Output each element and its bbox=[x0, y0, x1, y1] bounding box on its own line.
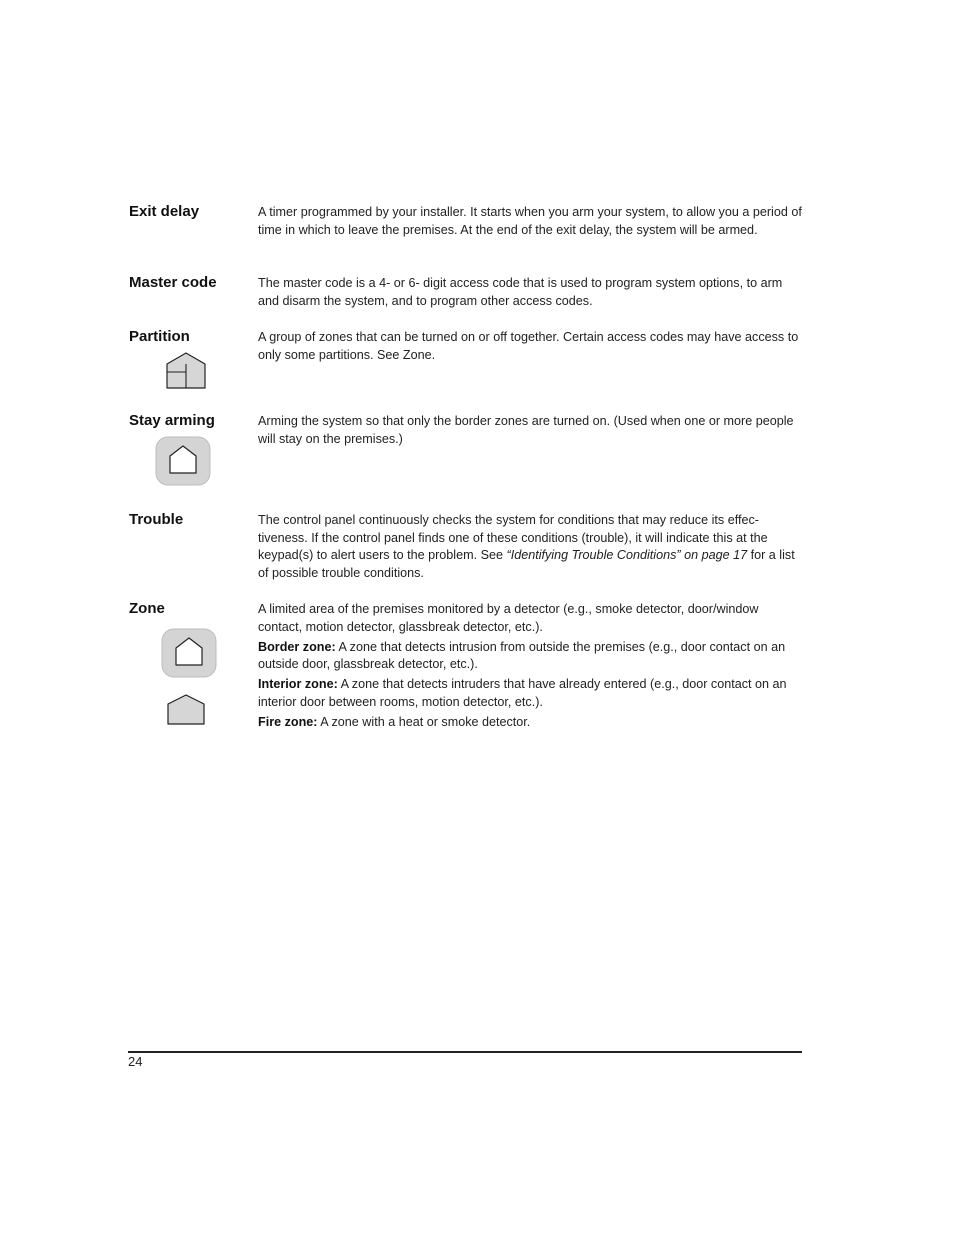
fire-zone-label: Fire zone: bbox=[258, 714, 318, 729]
definition-trouble bbox=[258, 512, 803, 585]
trouble-conditions-reference: “Identifying Trouble Conditions” on page 17 bbox=[506, 548, 748, 563]
term-zone: Zone bbox=[129, 600, 165, 617]
definition-trouble-text bbox=[258, 512, 803, 582]
border-zone-definition bbox=[258, 639, 803, 674]
definition-exit-delay-text: A timer programmed by your installer. It starts when you arm your system, to allow you a period of time in which to leave the premises. At the end of the exit delay, the system will be armed. bbox=[258, 205, 802, 237]
definition-trouble-text-start: The control panel continuously checks the system for conditions that may reduce its effec-tiveness. If the control panel finds one of these conditions (trouble), it will indicate this at the keypad(s) to alert users to the problem. See bbox=[258, 513, 768, 563]
term-partition: Partition bbox=[129, 328, 190, 345]
definition-exit-delay bbox=[258, 204, 803, 242]
page-number: 24 bbox=[128, 1054, 143, 1069]
term-trouble: Trouble bbox=[129, 511, 184, 528]
interior-zone-text: A zone that detects intruders that have already entered (e.g., door contact on an interior door between rooms, motion detector, etc.). bbox=[258, 677, 787, 709]
interior-zone-label: Interior zone: bbox=[258, 677, 338, 692]
term-exit-delay: Exit delay bbox=[129, 203, 200, 220]
stay-arming-house-icon bbox=[155, 436, 211, 491]
term-master-code: Master code bbox=[129, 274, 217, 291]
interior-zone-definition bbox=[258, 676, 803, 711]
interior-zone-house-icon bbox=[166, 694, 206, 731]
definition-zone-text: A limited area of the premises monitored by a detector (e.g., smoke detector, door/window contact, motion detector, glassbreak detector, etc.). bbox=[258, 602, 759, 634]
border-zone-label: Border zone: bbox=[258, 639, 336, 654]
definition-stay-arming-text: Arming the system so that only the border zones are turned on. (Used when one or more people will stay on the premises.) bbox=[258, 414, 794, 446]
definition-zone bbox=[258, 601, 803, 734]
definition-trouble-text-end: for a list of possible trouble conditions. bbox=[258, 548, 795, 580]
border-zone-house-icon bbox=[161, 628, 217, 683]
definition-partition bbox=[258, 329, 803, 367]
partition-house-icon bbox=[165, 352, 207, 395]
term-stay-arming: Stay arming bbox=[129, 412, 215, 429]
definition-master-code bbox=[258, 275, 803, 313]
definition-stay-arming bbox=[258, 413, 803, 451]
border-zone-text: A zone that detects intrusion from outside the premises (e.g., door contact on an outside door, glassbreak detector, etc.). bbox=[258, 639, 786, 672]
fire-zone-definition bbox=[258, 714, 803, 732]
definition-partition-text: A group of zones that can be turned on or off together. Certain access codes may have access to only some partitions. See Zone. bbox=[258, 330, 799, 362]
fire-zone-text: A zone with a heat or smoke detector. bbox=[317, 714, 531, 729]
definition-master-code-text: The master code is a 4- or 6- digit access code that is used to program system options, to arm and disarm the system, and to program other access codes. bbox=[258, 276, 783, 308]
footer-rule bbox=[128, 1051, 802, 1053]
